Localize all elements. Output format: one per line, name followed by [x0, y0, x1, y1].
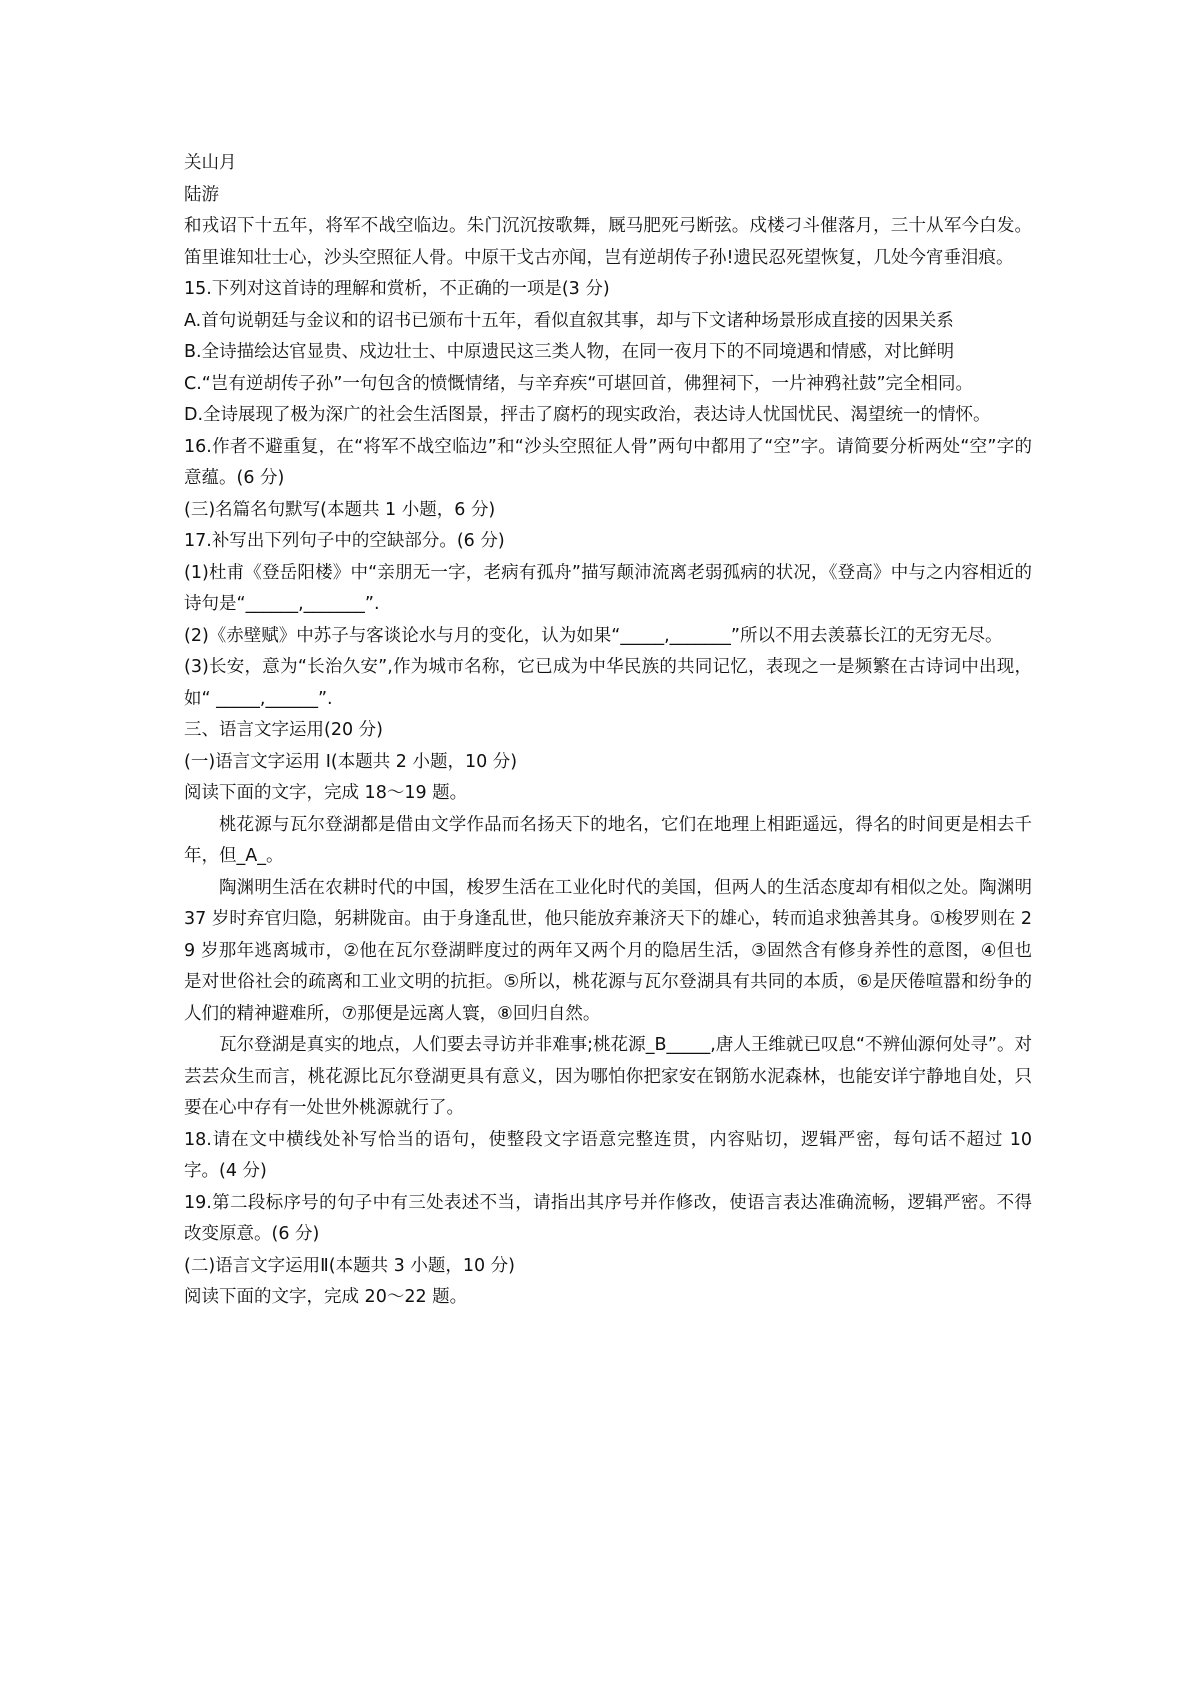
section-3-header: (三)名篇名句默写(本题共 1 小题，6 分) [184, 499, 496, 520]
poem-author: 陆游 [184, 184, 219, 205]
question-15-option-d: D.全诗展现了极为深广的社会生活图景，抨击了腐朽的现实政治，表达诗人忧国忧民、渴望统一的情怀。 [184, 405, 991, 425]
subpart-1-header: (一)语言文字运用 I(本题共 2 小题，10 分) [184, 751, 518, 772]
passage-paragraph-1: 桃花源与瓦尔登湖都是借由文学作品而名扬天下的地名，它们在地理上相距遥远，得名的时间更是相去千年，但_A_。 [184, 814, 1032, 866]
question-16-stem: 16.作者不避重复，在“将军不战空临边”和“沙头空照征人骨”两句中都用了“空”字。请简要分析两处“空”字的意蕴。(6 分) [184, 436, 1032, 488]
poem-title: 关山月 [184, 153, 237, 173]
passage-paragraph-3: 瓦尔登湖是真实的地点，人们要去寻访并非难事;桃花源_B_____,唐人王维就已叹息“不辨仙源何处寻”。对芸芸众生而言，桃花源比瓦尔登湖更具有意义，因为哪怕你把家安在钢筋水泥森林，也能安详宁静地自处，只要在心中存有一处世外桃源就行了。 [184, 1035, 1032, 1118]
question-18: 18.请在文中横线处补写恰当的语句，使整段文字语意完整连贯，内容贴切，逻辑严密，每句话不超过 10 字。(4 分) [184, 1129, 1038, 1181]
question-19: 19.第二段标序号的句子中有三处表述不当，请指出其序号并作修改，使语言表达准确流畅，逻辑严密。不得改变原意。(6 分) [184, 1192, 1032, 1244]
question-17-stem: 17.补写出下列句子中的空缺部分。(6 分) [184, 531, 505, 551]
reading-instruction-1: 阅读下面的文字，完成 18～19 题。 [184, 783, 468, 803]
question-17-item-2: (2)《赤壁赋》中苏子与客谈论水与月的变化，认为如果“_____,_______”所以不用去羡慕长江的无穷无尽。 [184, 625, 1003, 646]
question-15-option-c: C.“岂有逆胡传子孙”一句包含的愤慨情绪，与辛弃疾“可堪回首，佛狸祠下，一片神鸦社鼓”完全相同。 [184, 373, 974, 394]
question-15-option-a: A.首句说朝廷与金议和的诏书已颁布十五年，看似直叙其事，却与下文诸种场景形成直接的因果关系 [184, 310, 954, 331]
exam-page [184, 148, 1038, 1314]
passage-paragraph-2: 陶渊明生活在农耕时代的中国，梭罗生活在工业化时代的美国，但两人的生活态度却有相似之处。陶渊明 37 岁时弃官归隐，躬耕陇亩。由于身逢乱世，他只能放弃兼济天下的雄心，转而追求独善其身。①梭罗则在 29 岁那年逃离城市，②他在瓦尔登湖畔度过的两年又两个月的隐居生活，③固然含有修身养性的意图，④但也是对世俗社会的疏离和工业文明的抗拒。⑤所以，桃花源与瓦尔登湖具有共同的本质，⑥是厌倦喧嚣和纷争的人们的精神避难所，⑦那便是远离人寰，⑧回归自然。 [184, 877, 1038, 1024]
part-3-header: 三、语言文字运用(20 分) [184, 720, 383, 740]
question-15-stem: 15.下列对这首诗的理解和赏析，不正确的一项是(3 分) [184, 279, 610, 299]
poem-text: 和戎诏下十五年，将军不战空临边。朱门沉沉按歌舞，厩马肥死弓断弦。戍楼刁斗催落月，三十从军今白发。笛里谁知壮士心，沙头空照征人骨。中原干戈古亦闻，岂有逆胡传子孙!遗民忍死望恢复，几处今宵垂泪痕。 [184, 216, 1032, 268]
subpart-2-header: (二)语言文字运用Ⅱ(本题共 3 小题，10 分) [184, 1255, 516, 1276]
question-17-item-1: (1)杜甫《登岳阳楼》中“亲朋无一字，老病有孤舟”描写颠沛流离老弱孤病的状况，《登高》中与之内容相近的诗句是“______,_______”. [184, 562, 1032, 614]
question-15-option-b: B.全诗描绘达官显贵、戍边壮士、中原遗民这三类人物，在同一夜月下的不同境遇和情感，对比鲜明 [184, 342, 955, 362]
question-17-item-3: (3)长安，意为“长治久安”,作为城市名称，它已成为中华民族的共同记忆，表现之一是频繁在古诗词中出现，如“ _____,______”. [184, 657, 1032, 709]
reading-instruction-2: 阅读下面的文字，完成 20～22 题。 [184, 1287, 468, 1307]
